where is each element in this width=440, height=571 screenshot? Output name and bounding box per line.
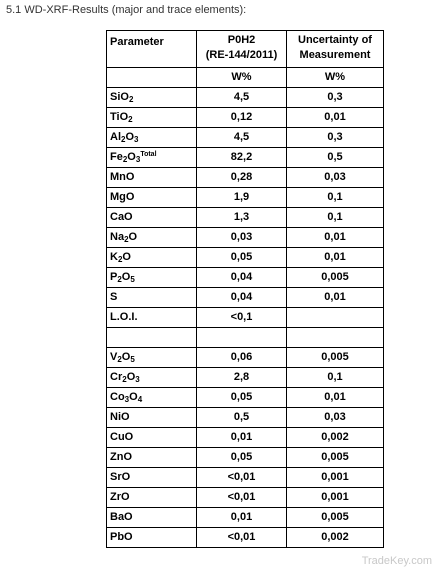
cell-uncertainty [287,308,384,328]
cell-parameter [107,308,197,328]
formula-part: Co [110,391,125,403]
cell-value: 0,28 [197,168,287,188]
cell-value: 0,05 [197,448,287,468]
table-unit-row [107,68,384,88]
cell-value: 4,5 [197,128,287,148]
cell-parameter [107,368,197,388]
table-row [107,228,384,248]
cell-value: 0,01 [197,428,287,448]
formula-subscript: 2 [117,355,122,364]
formula-part: Al [110,131,121,143]
cell-uncertainty: 0,3 [287,88,384,108]
header-parameter: Parameter [107,31,197,68]
cell-parameter [107,528,197,548]
formula-part: BaO [110,511,133,523]
cell-value [197,328,287,348]
cell-uncertainty: 0,5 [287,148,384,168]
cell-uncertainty: 0,1 [287,188,384,208]
unit-uncertainty: W% [287,68,384,88]
formula-part: O [119,111,129,123]
table-row [107,348,384,368]
table-row [107,128,384,148]
cell-value: 0,05 [197,248,287,268]
unit-sample: W% [197,68,287,88]
cell-value: 0,06 [197,348,287,368]
cell-value: <0,01 [197,468,287,488]
cell-uncertainty: 0,3 [287,128,384,148]
formula-part: O [122,251,131,263]
formula-part: O [126,371,136,383]
formula-part: ZnO [110,451,132,463]
formula-subscript: 3 [135,375,140,384]
cell-uncertainty: 0,001 [287,468,384,488]
formula-part: O [127,151,136,163]
cell-parameter [107,268,197,288]
formula-part: Ti [110,111,120,123]
table-row [107,528,384,548]
header-uncertainty [287,31,384,68]
formula-part: O [121,351,131,363]
cell-uncertainty: 0,005 [287,508,384,528]
table-row [107,388,384,408]
cell-uncertainty: 0,03 [287,408,384,428]
cell-parameter [107,328,197,348]
cell-parameter [107,148,197,168]
cell-value: 0,04 [197,268,287,288]
section-caption: 5.1 WD-XRF-Results (major and trace elements): [6,4,247,16]
cell-parameter [107,488,197,508]
formula-superscript: Total [140,151,157,158]
cell-value: 82,2 [197,148,287,168]
table-row [107,88,384,108]
header-uncertainty-line2: Measurement [299,49,371,61]
formula-subscript: 2 [128,95,134,104]
cell-uncertainty: 0,01 [287,228,384,248]
formula-part: PbO [110,531,133,543]
cell-value: 0,12 [197,108,287,128]
formula-subscript: 2 [124,235,129,244]
cell-parameter [107,388,197,408]
cell-uncertainty [287,328,384,348]
formula-part: V [110,351,118,363]
cell-parameter [107,88,197,108]
cell-parameter [107,168,197,188]
formula-subscript: 5 [130,275,135,284]
formula-subscript: 2 [117,255,123,264]
cell-uncertainty: 0,005 [287,268,384,288]
cell-uncertainty: 0,002 [287,428,384,448]
table-row [107,468,384,488]
cell-uncertainty: 0,1 [287,368,384,388]
cell-value: <0,01 [197,488,287,508]
cell-parameter [107,448,197,468]
cell-parameter [107,408,197,428]
cell-uncertainty: 0,01 [287,248,384,268]
cell-value: 0,5 [197,408,287,428]
formula-subscript: 2 [117,275,122,284]
table-row [107,368,384,388]
cell-uncertainty: 0,01 [287,288,384,308]
cell-uncertainty: 0,01 [287,108,384,128]
formula-part: O [121,271,131,283]
xrf-table-body [107,31,384,548]
cell-uncertainty: 0,01 [287,388,384,408]
formula-part: L.O.I. [110,311,138,323]
cell-parameter [107,348,197,368]
cell-value: <0,1 [197,308,287,328]
formula-part: MgO [110,191,135,203]
cell-uncertainty: 0,001 [287,488,384,508]
cell-uncertainty: 0,002 [287,528,384,548]
cell-parameter [107,288,197,308]
formula-part: O [128,231,138,243]
table-row [107,408,384,428]
xrf-results-table [106,30,384,548]
cell-value: 1,9 [197,188,287,208]
cell-parameter [107,248,197,268]
cell-parameter [107,468,197,488]
formula-part: K [110,251,118,263]
table-row [107,108,384,128]
cell-value: 4,5 [197,88,287,108]
formula-part: O [120,91,129,103]
cell-value: 0,03 [197,228,287,248]
cell-parameter [107,208,197,228]
formula-part: S [110,291,118,303]
formula-subscript: 4 [137,395,143,404]
header-sample [197,31,287,68]
header-sample-line1: P0H2 [227,34,256,46]
table-row [107,268,384,288]
formula-part: CaO [110,211,133,223]
cell-value: 0,01 [197,508,287,528]
formula-part: NiO [110,411,130,423]
cell-value: 0,05 [197,388,287,408]
cell-parameter [107,228,197,248]
table-header-row [107,31,384,68]
formula-subscript: 3 [134,135,139,144]
cell-parameter [107,188,197,208]
cell-parameter [107,108,197,128]
formula-part: Fe [110,151,123,163]
formula-subscript: 2 [128,115,133,124]
formula-part: CuO [110,431,134,443]
table-row [107,248,384,268]
formula-subscript: 3 [124,395,130,404]
cell-parameter [107,428,197,448]
formula-subscript: 3 [135,155,141,164]
cell-uncertainty: 0,1 [287,208,384,228]
table-row [107,308,384,328]
table-row [107,168,384,188]
formula-part: SrO [110,471,131,483]
formula-part: MnO [110,171,135,183]
formula-part: ZrO [110,491,130,503]
unit-parameter [107,68,197,88]
formula-part: P [110,271,118,283]
formula-subscript: 2 [122,375,127,384]
formula-part: Si [110,91,121,103]
header-sample-line2: (RE-144/2011) [205,49,278,61]
formula-part: Na [110,231,125,243]
watermark: TradeKey.com [361,555,432,567]
table-row [107,188,384,208]
cell-value: 0,04 [197,288,287,308]
table-row [107,428,384,448]
table-row [107,148,384,168]
formula-subscript: 2 [121,135,126,144]
cell-parameter [107,508,197,528]
table-row [107,448,384,468]
table-row [107,288,384,308]
table-row [107,488,384,508]
table-row [107,508,384,528]
cell-uncertainty: 0,03 [287,168,384,188]
cell-uncertainty: 0,005 [287,348,384,368]
formula-subscript: 2 [122,155,128,164]
cell-value: 2,8 [197,368,287,388]
formula-subscript: 5 [130,355,135,364]
table-blank-row [107,328,384,348]
cell-parameter [107,128,197,148]
table-row [107,208,384,228]
cell-value: <0,01 [197,528,287,548]
header-uncertainty-line1: Uncertainty of [298,34,372,46]
cell-value: 1,3 [197,208,287,228]
formula-part: O [129,391,138,403]
formula-part: Cr [110,371,123,383]
formula-part: O [125,131,135,143]
cell-uncertainty: 0,005 [287,448,384,468]
